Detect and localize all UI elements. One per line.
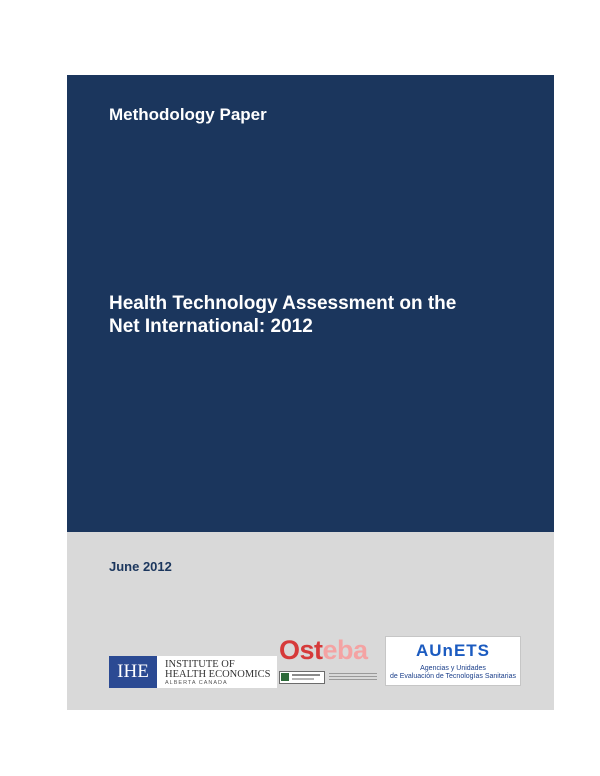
aunets-subtitle-line-1: Agencias y Unidades xyxy=(420,665,486,672)
ihe-logo-text-line-2: HEALTH ECONOMICS xyxy=(165,669,271,680)
ihe-logo-mark: IHE xyxy=(109,656,157,688)
document-title-line-1: Health Technology Assessment on the xyxy=(109,293,457,314)
publication-date: June 2012 xyxy=(109,559,172,574)
document-type-label: Methodology Paper xyxy=(109,105,267,124)
ihe-logo xyxy=(109,656,277,688)
osteba-logo xyxy=(277,635,381,690)
cover-page xyxy=(67,75,554,710)
basque-government-emblem xyxy=(279,671,325,684)
ihe-logo-text-line-3: ALBERTA CANADA xyxy=(165,680,228,686)
ihe-logo-text-line-1: INSTITUTE OF xyxy=(165,659,235,670)
aunets-logo xyxy=(385,636,521,686)
osteba-wordmark xyxy=(279,635,368,666)
emblem-text-stroke xyxy=(292,678,314,680)
osteba-wordmark-part-1: Ost xyxy=(279,635,323,665)
document-title-line-2: Net International: 2012 xyxy=(109,316,313,337)
aunets-wordmark: AUnETS xyxy=(416,641,490,660)
cover-top-panel xyxy=(67,75,554,532)
aunets-subtitle-line-2: de Evaluación de Tecnologías Sanitarias xyxy=(390,673,516,680)
osteba-fine-print xyxy=(329,673,377,683)
osteba-wordmark-part-2: eba xyxy=(322,635,368,665)
emblem-shield xyxy=(281,673,289,681)
emblem-text-stroke xyxy=(292,674,320,676)
document-title xyxy=(109,292,529,338)
cover-bottom-panel xyxy=(67,532,554,710)
